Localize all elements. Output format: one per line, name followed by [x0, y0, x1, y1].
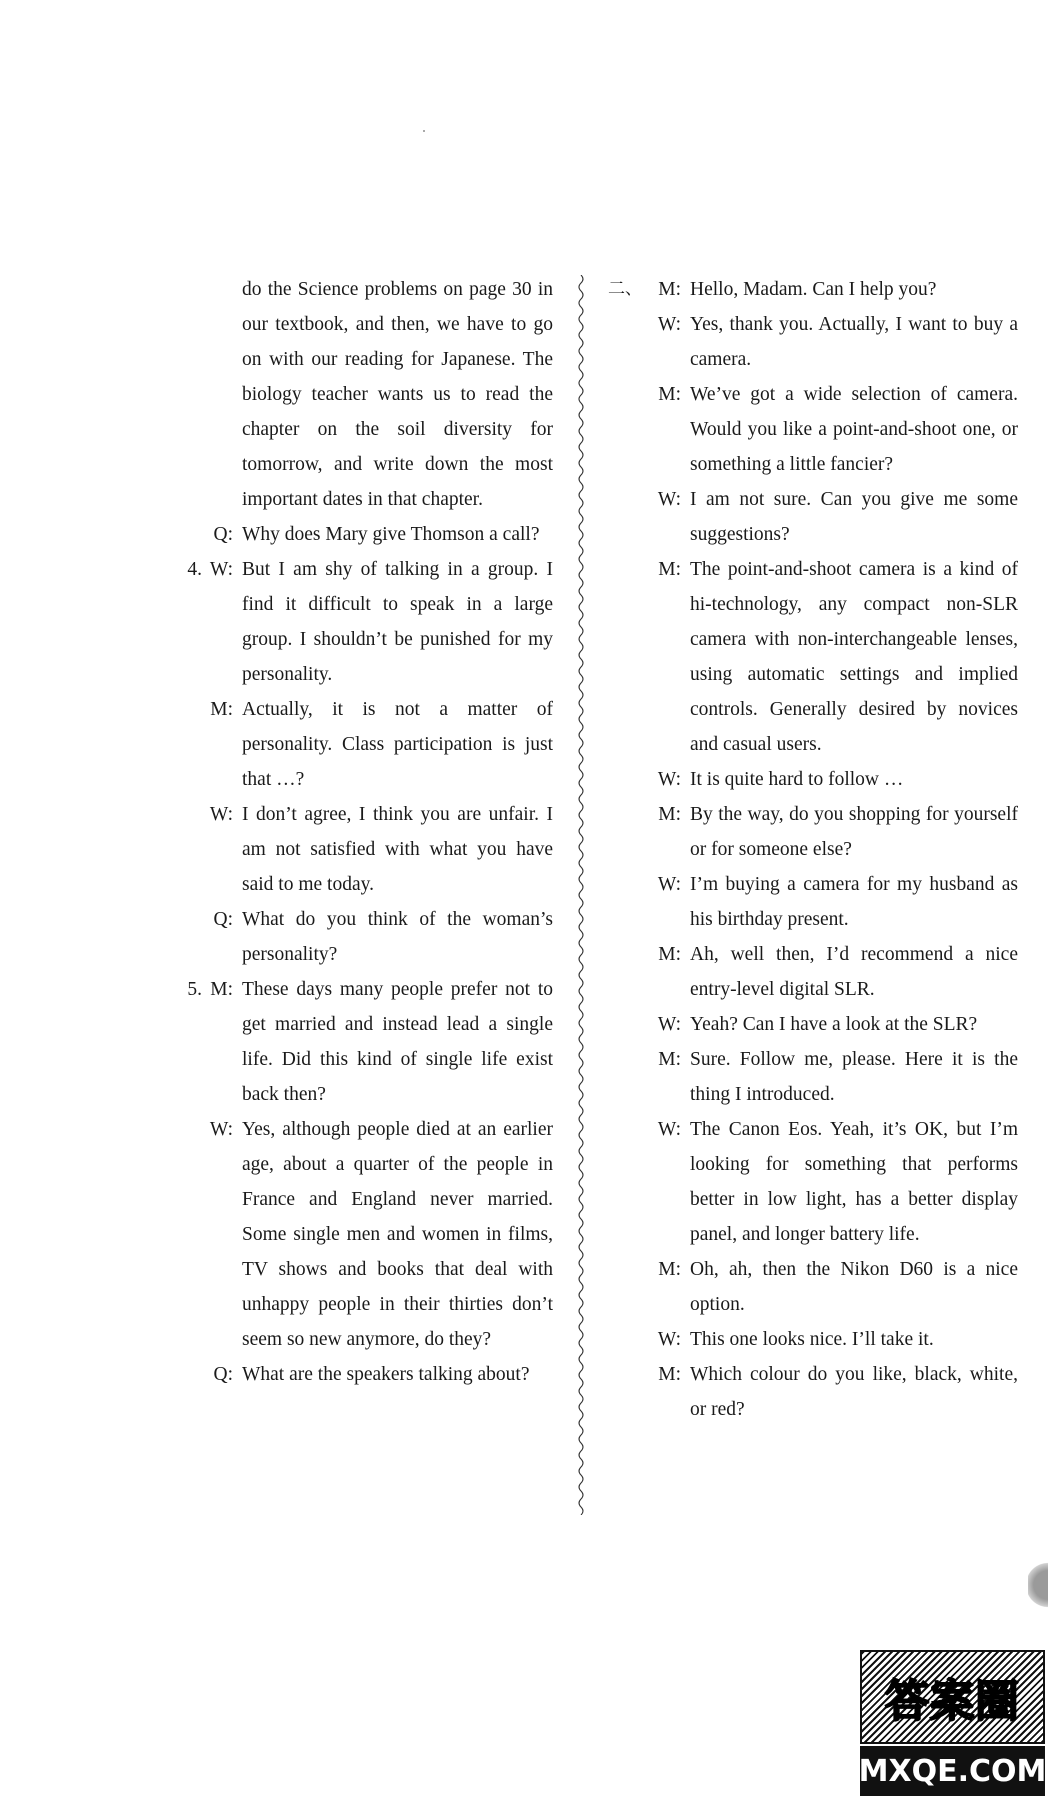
dialogue-line: [608, 1042, 1018, 1112]
speaker-label: M:: [210, 979, 233, 1000]
speaker-label: W:: [209, 804, 233, 825]
speaker-label: W:: [657, 874, 681, 895]
speaker-label: W:: [657, 314, 681, 335]
dialogue-text: Hello, Madam. Can I help you?: [690, 279, 937, 300]
dialogue-line: [608, 1357, 1018, 1427]
question-number: 二、: [608, 279, 642, 299]
dialogue-line: [178, 972, 553, 1112]
dialogue-text: Yes, thank you. Actually, I want to buy a camera.: [690, 314, 1018, 370]
dialogue-line: [608, 867, 1018, 937]
speaker-label: M:: [658, 1049, 681, 1070]
dialogue-text: Yeah? Can I have a look at the SLR?: [690, 1014, 978, 1035]
dialogue-text: The point-and-shoot camera is a kind of hi-technology, any compact non-SLR camera with non-interchangeable lenses, using automatic settings and implied controls. Generally desired by novices and casual users.: [690, 559, 1018, 755]
speaker-label: M:: [658, 1364, 681, 1385]
dialogue-text: The Canon Eos. Yeah, it’s OK, but I’m looking for something that performs better in low light, has a better display panel, and longer battery life.: [690, 1119, 1018, 1245]
dialogue-text: By the way, do you shopping for yourself or for someone else?: [690, 804, 1018, 860]
wavy-column-divider: [574, 275, 588, 1515]
dialogue-line: [178, 1112, 553, 1357]
dialogue-line: [608, 1112, 1018, 1252]
scan-speck: [423, 130, 425, 132]
speaker-label: W:: [657, 769, 681, 790]
speaker-label: Q:: [213, 909, 233, 930]
dialogue-line: [608, 1322, 1018, 1357]
dialogue-line: [608, 482, 1018, 552]
question-number: 5.: [187, 979, 202, 1000]
speaker-label: M:: [658, 944, 681, 965]
speaker-label: W:: [657, 489, 681, 510]
dialogue-text: Sure. Follow me, please. Here it is the thing I introduced.: [690, 1049, 1018, 1105]
dialogue-text: We’ve got a wide selection of camera. Would you like a point-and-shoot one, or something a little fancier?: [690, 384, 1018, 475]
dialogue-text: Which colour do you like, black, white, or red?: [690, 1364, 1018, 1420]
dialogue-line: [608, 762, 1018, 797]
left-column: [178, 272, 553, 1392]
dialogue-line: [178, 517, 553, 552]
watermark-url: MXQE.COM: [860, 1746, 1045, 1796]
speaker-label: M:: [658, 804, 681, 825]
dialogue-text: Ah, well then, I’d recommend a nice entry-level digital SLR.: [690, 944, 1018, 1000]
dialogue-text: do the Science problems on page 30 in our textbook, and then, we have to go on with our reading for Japanese. The biology teacher wants us to read the chapter on the soil diversity for tomorrow, and write down the most important dates in that chapter.: [242, 279, 553, 510]
speaker-label: W:: [657, 1329, 681, 1350]
watermark-logo-top: [860, 1650, 1045, 1744]
dialogue-line: [608, 1252, 1018, 1322]
speaker-label: Q:: [213, 524, 233, 545]
dialogue-text: This one looks nice. I’ll take it.: [690, 1329, 934, 1350]
dialogue-line: [608, 272, 1018, 307]
speaker-label: W:: [209, 559, 233, 580]
dialogue-line: [608, 552, 1018, 762]
dialogue-text: It is quite hard to follow …: [690, 769, 904, 790]
dialogue-text: I am not sure. Can you give me some suggestions?: [690, 489, 1018, 545]
dialogue-text: Oh, ah, then the Nikon D60 is a nice option.: [690, 1259, 1018, 1315]
speaker-label: M:: [658, 279, 681, 300]
dialogue-text: Why does Mary give Thomson a call?: [242, 524, 540, 545]
dialogue-line: [608, 307, 1018, 377]
dialogue-line: [178, 692, 553, 797]
site-watermark-logo: [860, 1650, 1045, 1796]
dialogue-line: [178, 1357, 553, 1392]
dialogue-text: What are the speakers talking about?: [242, 1364, 530, 1385]
speaker-label: M:: [658, 1259, 681, 1280]
speaker-label: M:: [658, 384, 681, 405]
dialogue-line: [178, 552, 553, 692]
speaker-label: W:: [657, 1014, 681, 1035]
dialogue-text: These days many people prefer not to get married and instead lead a single life. Did this kind of single life exist back then?: [242, 979, 553, 1105]
dialogue-line: [608, 377, 1018, 482]
dialogue-line: [178, 272, 553, 517]
watermark-logo-text: 答案圈: [885, 1676, 1020, 1727]
dialogue-line: [608, 797, 1018, 867]
dialogue-text: But I am shy of talking in a group. I find it difficult to speak in a large group. I shouldn’t be punished for my personality.: [242, 559, 553, 685]
dialogue-line: [178, 797, 553, 902]
dialogue-text: What do you think of the woman’s personality?: [242, 909, 553, 965]
speaker-label: M:: [210, 699, 233, 720]
dialogue-line: [608, 937, 1018, 1007]
right-column: [608, 272, 1018, 1427]
dialogue-text: Yes, although people died at an earlier age, about a quarter of the people in France and England never married. Some single men and women in films, TV shows and books that deal with unhappy people in their thirties don’t seem so new anymore, do they?: [242, 1119, 553, 1350]
dialogue-text: I’m buying a camera for my husband as his birthday present.: [690, 874, 1018, 930]
speaker-label: W:: [209, 1119, 233, 1140]
dialogue-line: [608, 1007, 1018, 1042]
dialogue-text: I don’t agree, I think you are unfair. I am not satisfied with what you have said to me today.: [242, 804, 553, 895]
question-number: 4.: [187, 559, 202, 580]
speaker-label: Q:: [213, 1364, 233, 1385]
speaker-label: M:: [658, 559, 681, 580]
dialogue-line: [178, 902, 553, 972]
divider-line: [579, 275, 583, 1515]
page-number-tab: [1028, 1555, 1048, 1615]
speaker-label: W:: [657, 1119, 681, 1140]
dialogue-text: Actually, it is not a matter of personality. Class participation is just that …?: [242, 699, 553, 790]
